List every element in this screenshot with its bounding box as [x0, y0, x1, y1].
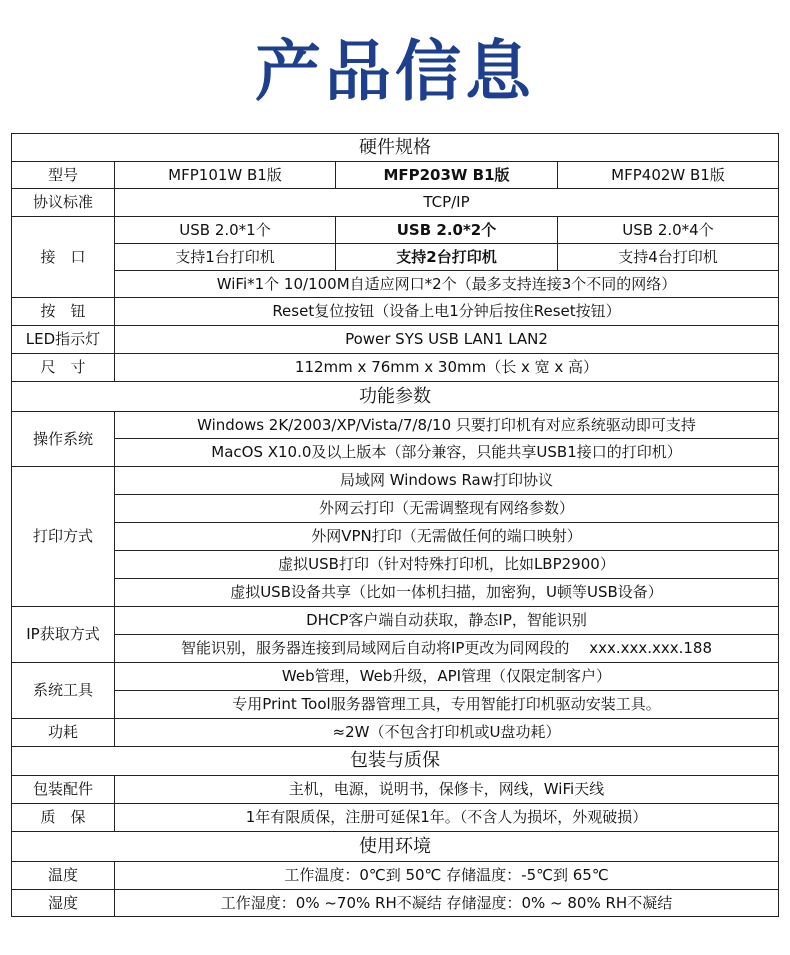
row-label-os: 操作系统: [12, 412, 115, 467]
humidity-value: 工作湿度：0% ~70% RH不凝结 存储湿度：0% ~ 80% RH不凝结: [115, 890, 779, 917]
usb-value-1: USB 2.0*1个: [115, 217, 336, 244]
printer-support-2: 支持2台打印机: [336, 244, 558, 271]
page-title: 产品信息: [255, 33, 535, 110]
table-row: [12, 523, 779, 551]
section-row-hardware: [12, 134, 779, 162]
row-label-model: 型号: [12, 162, 115, 189]
tools-value-1: Web管理，Web升级，API管理（仅限定制客户）: [115, 663, 779, 691]
section-title-function: 功能参数: [12, 382, 779, 412]
row-label-humidity: 湿度: [12, 890, 115, 917]
table-row: [12, 244, 779, 271]
row-label-ip: IP获取方式: [12, 607, 115, 663]
warranty-value: 1年有限质保，注册可延保1年。（不含人为损坏，外观破损）: [115, 804, 779, 832]
table-row: [12, 271, 779, 298]
table-row: [12, 298, 779, 326]
section-row-environment: [12, 832, 779, 862]
usb-value-2: USB 2.0*2个: [336, 217, 558, 244]
table-row: [12, 579, 779, 607]
accessories-value: 主机，电源，说明书，保修卡，网线，WiFi天线: [115, 776, 779, 804]
row-label-button: 按 钮: [12, 298, 115, 326]
model-value-2: MFP203W B1版: [336, 162, 558, 189]
table-row: [12, 776, 779, 804]
size-value: 112mm x 76mm x 30mm（长 x 宽 x 高）: [115, 354, 779, 382]
print-mode-value-4: 虚拟USB打印（针对特殊打印机，比如LBP2900）: [115, 551, 779, 579]
table-row: [12, 495, 779, 523]
table-row: [12, 890, 779, 917]
table-row: [12, 663, 779, 691]
table-row: [12, 719, 779, 747]
table-row: [12, 467, 779, 495]
table-row: [12, 189, 779, 217]
print-mode-value-3: 外网VPN打印（无需做任何的端口映射）: [115, 523, 779, 551]
section-row-package: [12, 747, 779, 776]
row-label-warranty: 质 保: [12, 804, 115, 832]
table-row: [12, 217, 779, 244]
model-value-1: MFP101W B1版: [115, 162, 336, 189]
print-mode-value-5: 虚拟USB设备共享（比如一体机扫描，加密狗，U顿等USB设备）: [115, 579, 779, 607]
model-value-3: MFP402W B1版: [558, 162, 779, 189]
row-label-print-mode: 打印方式: [12, 467, 115, 607]
table-row: [12, 162, 779, 189]
os-value-1: Windows 2K/2003/XP/Vista/7/8/10 只要打印机有对应系统驱动即可支持: [115, 412, 779, 439]
temperature-value: 工作温度：0℃到 50℃ 存储温度：-5℃到 65℃: [115, 862, 779, 890]
table-row: [12, 326, 779, 354]
table-row: [12, 862, 779, 890]
table-row: [12, 607, 779, 635]
button-value: Reset复位按钮（设备上电1分钟后按住Reset按钮）: [115, 298, 779, 326]
table-row: [12, 635, 779, 663]
row-label-tools: 系统工具: [12, 663, 115, 719]
usb-value-3: USB 2.0*4个: [558, 217, 779, 244]
section-title-environment: 使用环境: [12, 832, 779, 862]
printer-support-3: 支持4台打印机: [558, 244, 779, 271]
print-mode-value-2: 外网云打印（无需调整现有网络参数）: [115, 495, 779, 523]
section-title-package: 包装与质保: [12, 747, 779, 776]
spec-table: [11, 133, 779, 917]
table-row: [12, 804, 779, 832]
row-label-accessories: 包装配件: [12, 776, 115, 804]
section-title-hardware: 硬件规格: [12, 134, 779, 162]
power-value: ≈2W（不包含打印机或U盘功耗）: [115, 719, 779, 747]
table-row: [12, 439, 779, 467]
ip-value-1: DHCP客户端自动获取，静态IP，智能识别: [115, 607, 779, 635]
row-label-size: 尺 寸: [12, 354, 115, 382]
led-value: Power SYS USB LAN1 LAN2: [115, 326, 779, 354]
row-label-power: 功耗: [12, 719, 115, 747]
table-row: [12, 551, 779, 579]
wifi-value: WiFi*1个 10/100M自适应网口*2个（最多支持连接3个不同的网络）: [115, 271, 779, 298]
tools-value-2: 专用Print Tool服务器管理工具，专用智能打印机驱动安装工具。: [115, 691, 779, 719]
table-row: [12, 412, 779, 439]
print-mode-value-1: 局域网 Windows Raw打印协议: [115, 467, 779, 495]
ip-value-2: 智能识别，服务器连接到局域网后自动将IP更改为同网段的 xxx.xxx.xxx.188: [115, 635, 779, 663]
table-row: [12, 354, 779, 382]
row-label-interface: 接 口: [12, 217, 115, 298]
row-label-temperature: 温度: [12, 862, 115, 890]
printer-support-1: 支持1台打印机: [115, 244, 336, 271]
row-label-led: LED指示灯: [12, 326, 115, 354]
os-value-2: MacOS X10.0及以上版本（部分兼容，只能共享USB1接口的打印机）: [115, 439, 779, 467]
table-row: [12, 691, 779, 719]
protocol-value: TCP/IP: [115, 189, 779, 217]
row-label-protocol: 协议标准: [12, 189, 115, 217]
section-row-function: [12, 382, 779, 412]
